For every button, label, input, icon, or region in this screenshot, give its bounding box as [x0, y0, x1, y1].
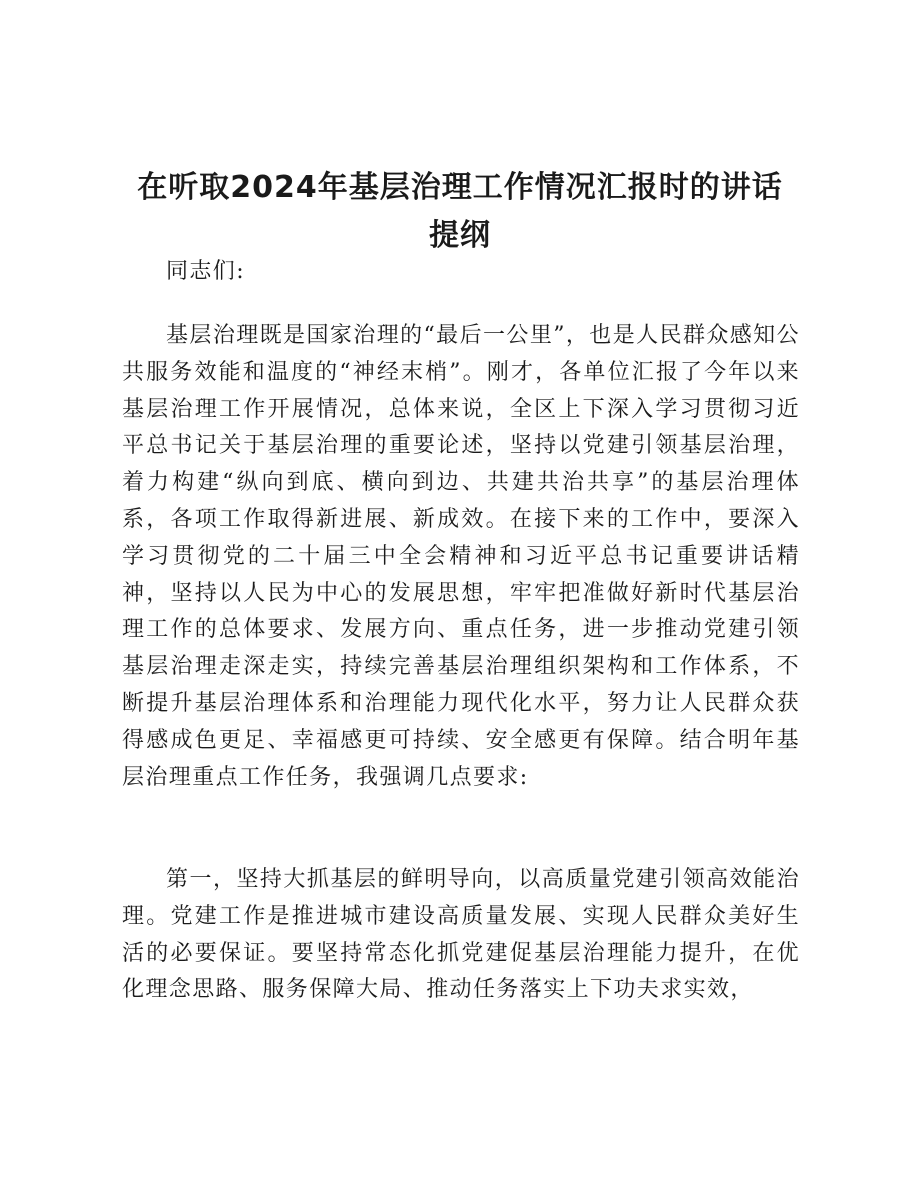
- document-title-line1: 在听取2024年基层治理工作情况汇报时的讲话: [137, 170, 783, 205]
- greeting: 同志们:: [166, 259, 246, 284]
- document-title-line2: 提纲: [429, 218, 491, 253]
- paragraph-intro: 基层治理既是国家治理的“最后一公里”，也是人民群众感知公共服务效能和温度的“神经末梢”。刚才，各单位汇报了今年以来基层治理工作开展情况，总体来说，全区上下深入学习贯彻习近平总书记关于基层治理的重要论述，坚持以党建引领基层治理，着力构建“纵向到底、横向到边、共建共治共享”的基层治理体系，各项工作取得新进展、新成效。在接下来的工作中，要深入学习贯彻党的二十届三中全会精神和习近平总书记重要讲话精神，坚持以人民为中心的发展思想，牢牢把准做好新时代基层治理工作的总体要求、发展方向、重点任务，进一步推动党建引领基层治理走深走实，持续完善基层治理组织架构和工作体系，不断提升基层治理体系和治理能力现代化水平，努力让人民群众获得感成色更足、幸福感更可持续、安全感更有保障。结合明年基层治理重点工作任务，我强调几点要求:: [122, 323, 800, 790]
- paragraph-first-point: 第一，坚持大抓基层的鲜明导向，以高质量党建引领高效能治理。党建工作是推进城市建设高质量发展、实现人民群众美好生活的必要保证。要坚持常态化抓党建促基层治理能力提升，在优化理念思路、服务保障大局、推动任务落实上下功夫求实效，: [122, 867, 800, 1003]
